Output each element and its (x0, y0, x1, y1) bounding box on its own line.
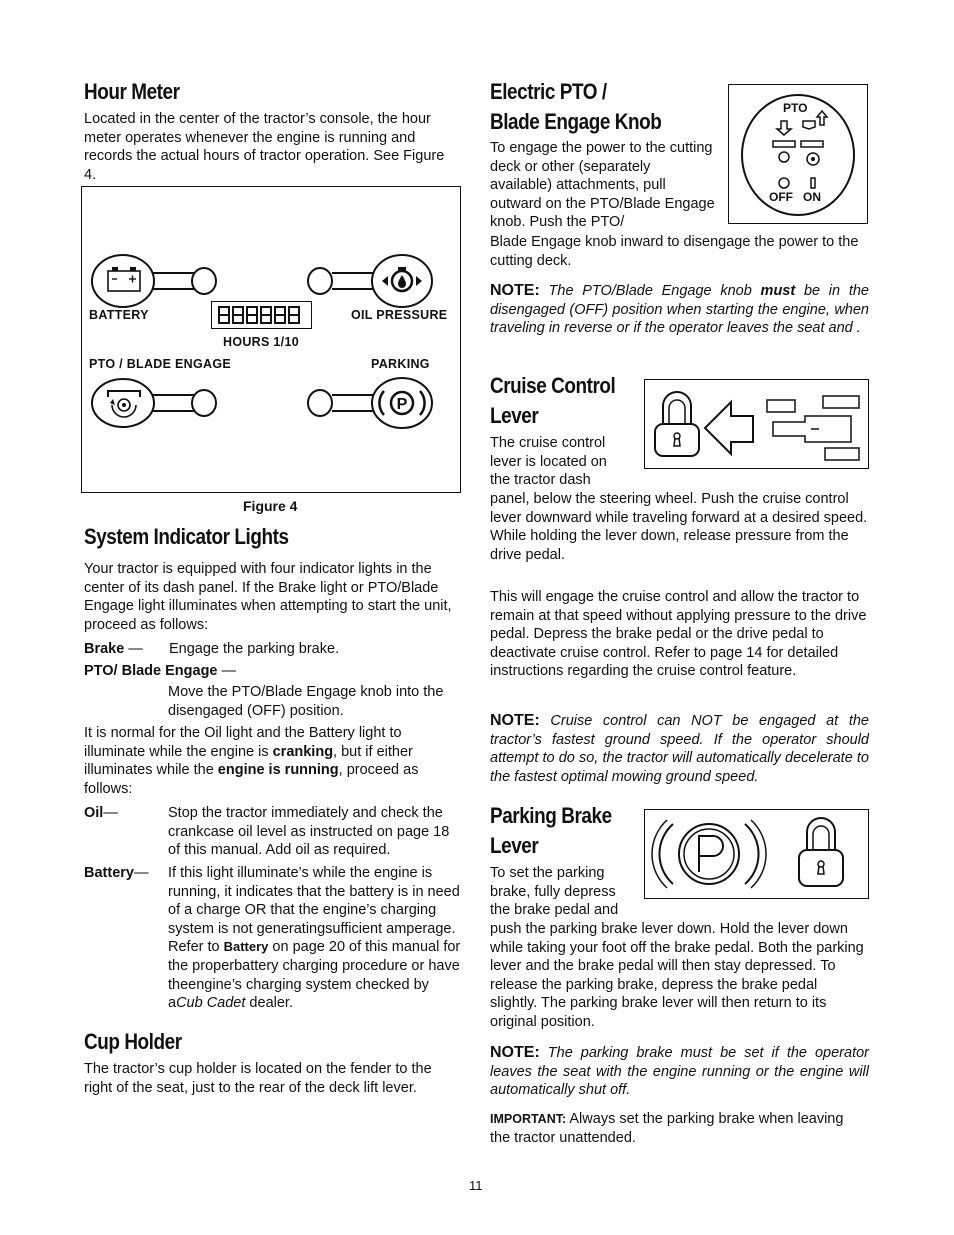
pto-def-text: Move the PTO/Blade Engage knob into the disengaged (OFF) position. (168, 684, 444, 719)
parking-heading-line2: Lever (490, 833, 539, 858)
pto-dash: — (217, 663, 237, 679)
cruise-text-1: The cruise control lever is located on the tractor dash (490, 435, 607, 489)
oil-term: Oil (84, 805, 104, 821)
pto-icon (108, 391, 140, 417)
battery-term: Battery (84, 865, 134, 881)
pto-decal-off: OFF (769, 190, 793, 204)
oil-pressure-indicator (304, 251, 456, 311)
oil-def-text: Stop the tractor immediately and check the crankcase oil level as instructed on page 18 of this manual. Add oil as required. (168, 805, 450, 859)
pto-knob-decal (728, 84, 868, 224)
figure-4-caption: Figure 4 (243, 498, 298, 514)
pto-term: PTO/ Blade Engage (84, 663, 218, 679)
parking-heading-line1: Parking Brake (490, 803, 612, 828)
oil-pressure-label: OIL PRESSURE (351, 308, 448, 322)
cup-holder-heading: Cup Holder (84, 1029, 182, 1054)
battery-dash: — (133, 865, 149, 881)
parking-label: PARKING (371, 357, 430, 371)
cruise-text-3: This will engage the cruise control and allow the tractor to remain at that speed without applying pressure to the drive pedal. Depress the brake pedal or the drive pedal to deactivate cruise control. Refer to page 14 for detailed instructions regarding the cruise control feature. (490, 589, 867, 680)
system-lights-heading: System Indicator Lights (84, 524, 289, 549)
parking-note: NOTE: The parking brake must be set if the operator leaves the seat with the engine running or the engine will automatically shut off. (490, 1044, 869, 1099)
pto-label: PTO / BLADE ENGAGE (89, 357, 231, 371)
parking-text-1: To set the parking brake, fully depress the brake pedal and (490, 865, 619, 919)
pto-text: To engage the power to the cutting deck or other (separately available) attachments, pull outward on the PTO/Blade Engage knob. Push the PTO/ (490, 140, 715, 231)
oil-term-wrap (84, 804, 118, 823)
parking-brake-decal (644, 809, 869, 899)
hour-meter-display (211, 301, 312, 329)
figure-4-dash-panel (81, 186, 461, 493)
pto-heading-line2: Blade Engage Knob (490, 109, 662, 134)
cruise-heading-line2: Lever (490, 403, 539, 428)
pto-indicator (88, 375, 220, 435)
brake-text: Engage the parking brake. (169, 641, 340, 657)
cruise-heading-line1: Cruise Control (490, 373, 616, 398)
battery-indicator (88, 251, 220, 311)
cruise-control-decal (644, 379, 869, 469)
pto-text-cont: Blade Engage knob inward to disengage the power to the cutting deck. (490, 234, 859, 269)
important-note: IMPORTANT: Always set the parking brake when leaving the tractor unattended. (490, 1111, 844, 1146)
pto-note: NOTE: The PTO/Blade Engage knob must be in the disengaged (OFF) position when starting the engine, when traveling in reverse or if the operator leaves the seat and . (490, 282, 869, 337)
pto-decal-title: PTO (783, 101, 808, 115)
battery-icon (108, 267, 140, 291)
cruise-control-icon (645, 380, 867, 467)
battery-label: BATTERY (89, 308, 149, 322)
cruise-note: NOTE: Cruise control can NOT be engaged at the tractor’s fastest ground speed. If the operator should attempt to do so, the tractor will automatically decelerate to the fastest optimal mowing ground speed. (490, 712, 869, 785)
pto-heading-line1: Electric PTO / (490, 79, 607, 104)
brake-dash: — (124, 641, 143, 657)
brake-term: Brake (84, 641, 125, 657)
battery-term-wrap (84, 864, 148, 883)
oil-dash: — (103, 805, 118, 821)
pto-definition (84, 662, 464, 681)
battery-def-text: If this light illuminate’s while the engine is running, it indicates that the battery is in need of a charge OR that the engine’s charging system is not generatingsufficient amperage. Refer to Battery on page 20 of this manual for the properbattery charging procedure or have theengine’s charging system checked by aCub Cadet dealer. (168, 865, 461, 1012)
hours-label: HOURS 1/10 (223, 335, 299, 349)
parking-brake-icon (645, 810, 867, 897)
svg-text:P: P (396, 396, 408, 413)
page-number: 11 (469, 1178, 483, 1193)
cup-holder-text: The tractor’s cup holder is located on the fender to the right of the seat, just to the rear of the deck lift lever. (84, 1061, 432, 1096)
oil-battery-intro: It is normal for the Oil light and the Battery light to illuminate while the engine is cranking, but if either illuminates while the engine is running, proceed as follows: (84, 725, 419, 797)
parking-text-2: push the parking brake lever down. Hold the lever down while taking your foot off the brake pedal. Both the parking lever and the brake pedal will then stay depressed. To release the parking brake, depress the brake pedal slightly. The parking brake lever will then return to its original position. (490, 921, 864, 1030)
system-lights-intro: Your tractor is equipped with four indicator lights in the center of its dash panel. If the Brake light or PTO/Blade Engage light illuminates when attempting to start the unit, proceed as follows: (84, 561, 452, 633)
parking-indicator (304, 375, 456, 435)
hour-meter-text: Located in the center of the tractor’s console, the hour meter operates whenever the engine is running and records the actual hours of tractor operation. See Figure 4. (84, 111, 445, 183)
pto-decal-on: ON (803, 190, 821, 204)
cruise-text-2: panel, below the steering wheel. Push the cruise control lever downward while traveling forward at a desired speed. While holding the lever down, release pressure from the drive pedal. (490, 491, 868, 563)
hour-meter-heading: Hour Meter (84, 79, 180, 104)
